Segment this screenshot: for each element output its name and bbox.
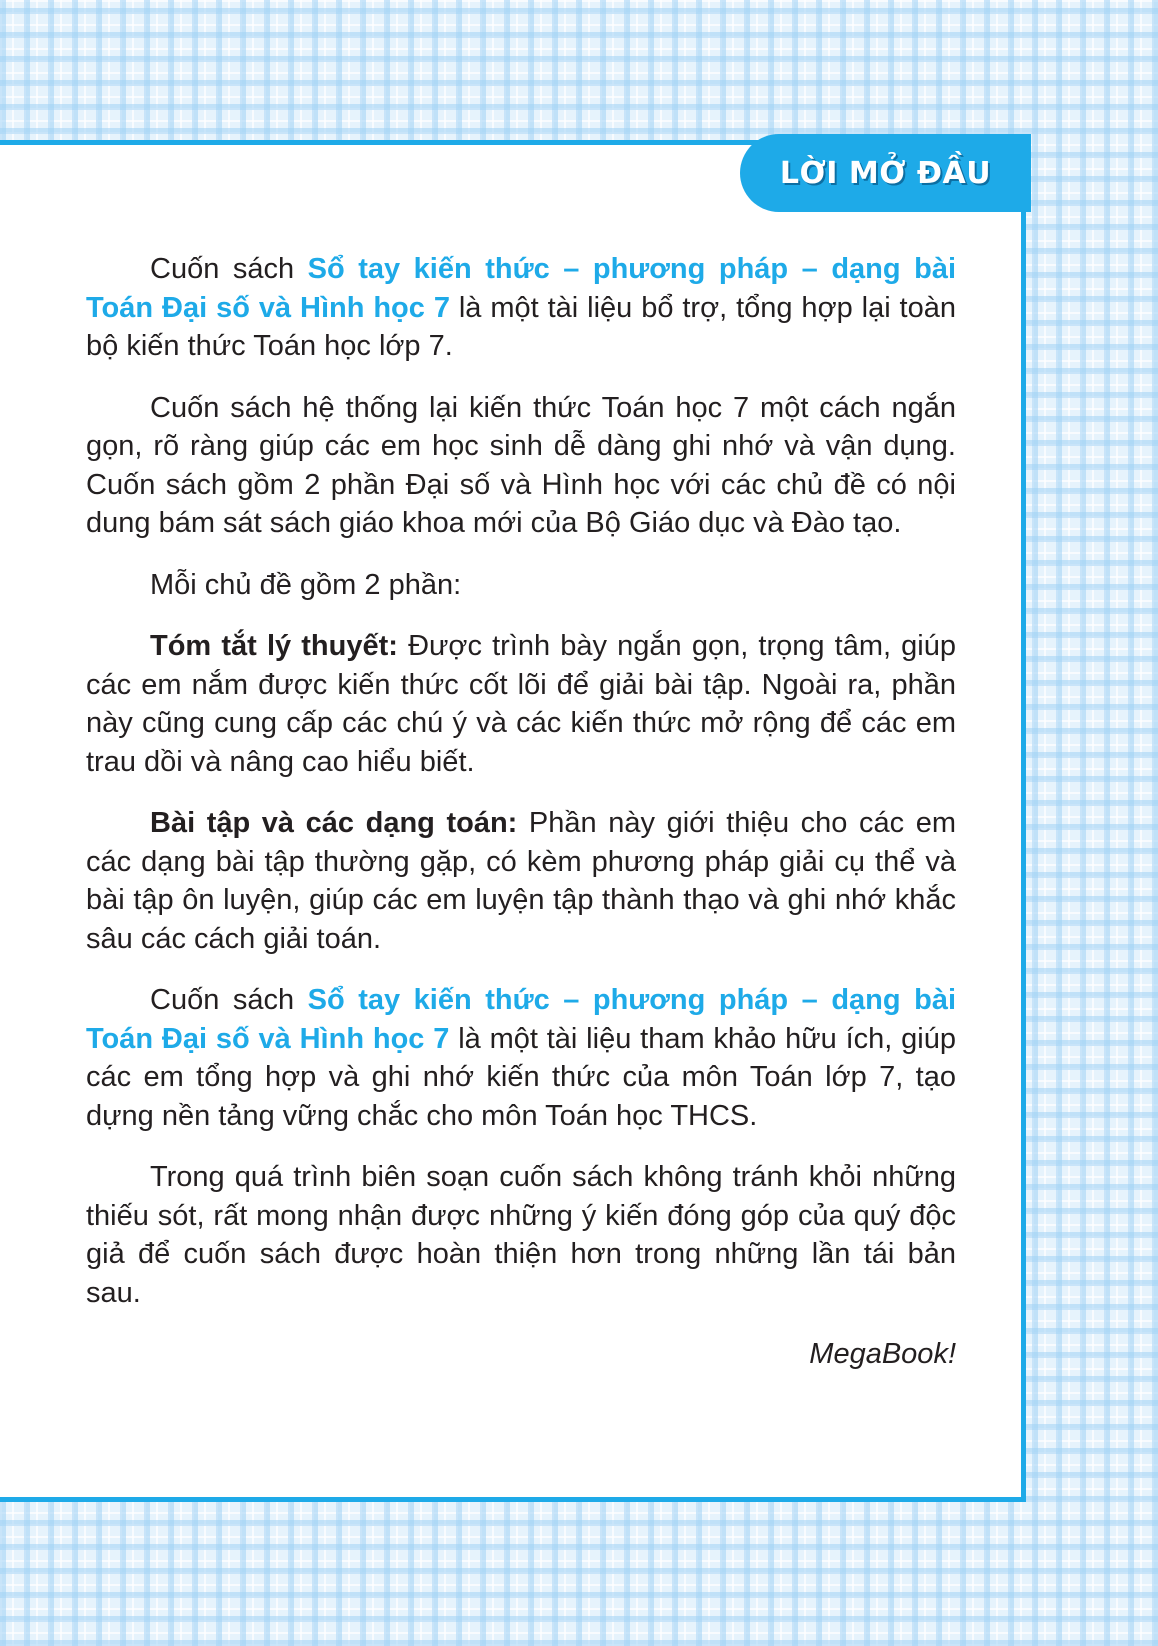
- paragraph-theory: [86, 627, 956, 781]
- paragraph-reference: [86, 981, 956, 1135]
- book-title-highlight: Sổ tay kiến thức – phương pháp – dạng bài Toán Đại số và Hình học 7: [86, 984, 957, 1055]
- paragraph-text: Được trình bày ngắn gọn, trọng tâm, giúp các em nắm được kiến thức cốt lõi để giải bài tập. Ngoài ra, phần này cũng cung cấp các chú ý và các kiến thức mở rộng để các em trau dồi và nâng cao hiểu biết.: [86, 630, 957, 778]
- paragraph-closing: Trong quá trình biên soạn cuốn sách không tránh khỏi những thiếu sót, rất mong nhận được những ý kiến đóng góp của quý độc giả để cuốn sách được hoàn thiện hơn trong những lần tái bản sau.: [86, 1161, 956, 1309]
- signature: MegaBook!: [809, 1338, 956, 1370]
- paragraph-intro: [86, 250, 956, 366]
- paragraph-text: Cuốn sách: [150, 984, 308, 1016]
- book-title-highlight: Sổ tay kiến thức – phương pháp – dạng bài Toán Đại số và Hình học 7: [86, 253, 957, 324]
- preface-content: [86, 250, 956, 1397]
- header-tab: [740, 134, 1031, 212]
- paragraph-exercises: [86, 804, 956, 958]
- paragraph-text: Cuốn sách: [150, 253, 308, 285]
- section-label-theory: Tóm tắt lý thuyết:: [150, 630, 398, 662]
- paragraph-text: là một tài liệu tham khảo hữu ích, giúp các em tổng hợp và ghi nhớ kiến thức của môn Toán lớp 7, tạo dựng nền tảng vững chắc cho môn Toán học THCS.: [86, 1022, 957, 1132]
- section-label-exercises: Bài tập và các dạng toán:: [150, 807, 518, 839]
- paragraph-structure: Mỗi chủ đề gồm 2 phần:: [150, 568, 462, 601]
- page-title: LỜI MỞ ĐẦU: [779, 155, 992, 191]
- paragraph-text: là một tài liệu bổ trợ, tổng hợp lại toàn bộ kiến thức Toán học lớp 7.: [86, 291, 956, 362]
- paragraph-text: Phần này giới thiệu cho các em các dạng bài tập thường gặp, có kèm phương pháp giải cụ thể và bài tập ôn luyện, giúp các em luyện tập thành thạo và ghi nhớ khắc sâu các cách giải toán.: [86, 807, 956, 955]
- paragraph-summary: Cuốn sách hệ thống lại kiến thức Toán học 7 một cách ngắn gọn, rõ ràng giúp các em học sinh dễ dàng ghi nhớ và vận dụng. Cuốn sách gồm 2 phần Đại số và Hình học với các chủ đề có nội dung bám sát sách giáo khoa mới của Bộ Giáo dục và Đào tạo.: [86, 391, 956, 539]
